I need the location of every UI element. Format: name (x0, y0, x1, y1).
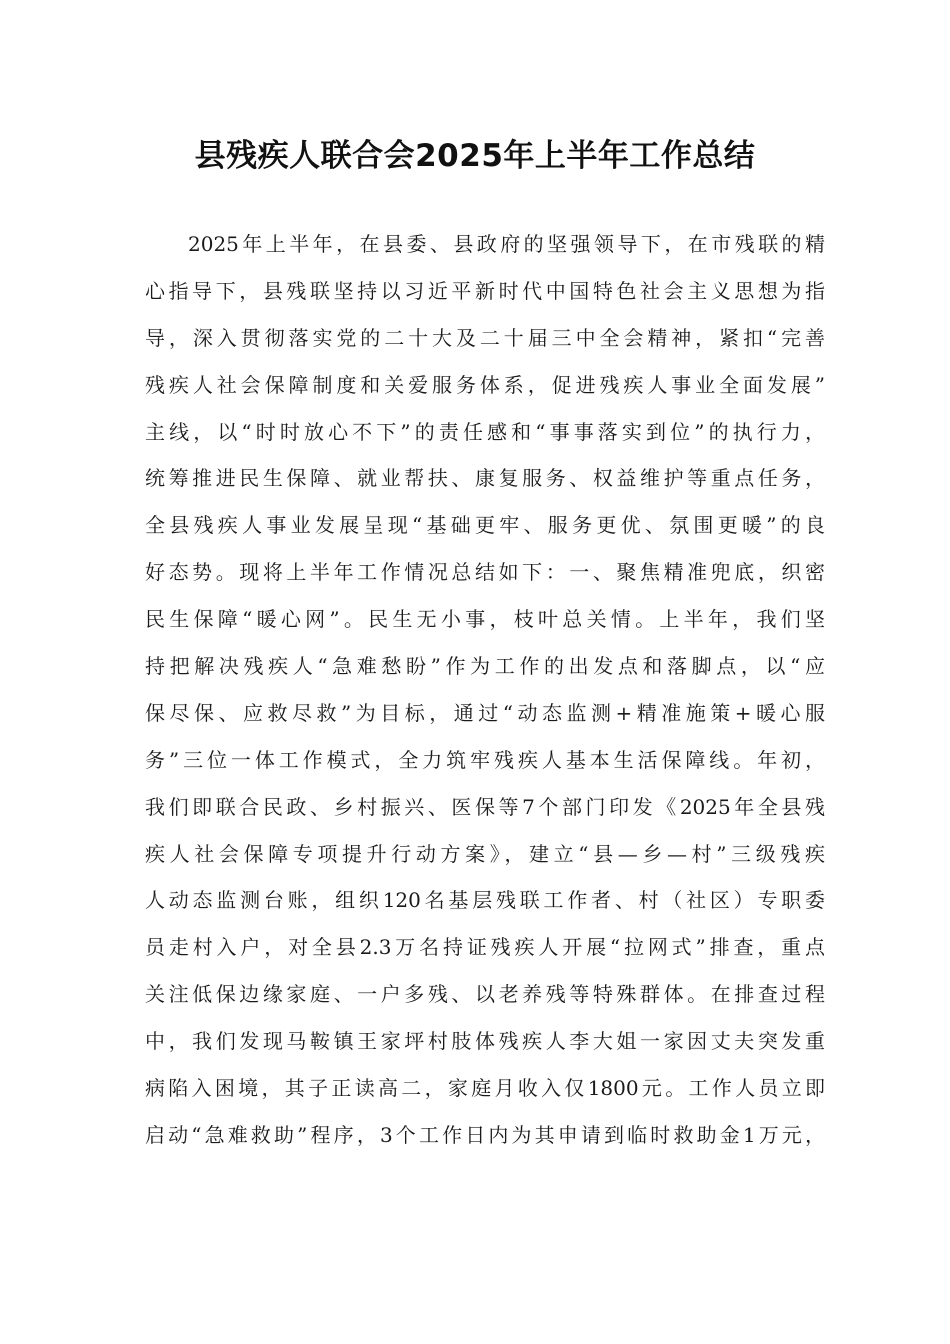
paragraph-line: 员走村入户，对全县2.3万名持证残疾人开展“拉网式”排查，重点 (145, 935, 825, 960)
paragraph-line: 民生保障“暖心网”。民生无小事，枝叶总关情。上半年，我们坚 (145, 607, 825, 632)
paragraph-line: 导，深入贯彻落实党的二十大及二十届三中全会精神，紧扣“完善 (145, 325, 825, 350)
paragraph-line: 务”三位一体工作模式，全力筑牢残疾人基本生活保障线。年初， (145, 747, 825, 772)
paragraph-line: 保尽保、应救尽救”为目标，通过“动态监测+精准施策+暖心服 (145, 700, 825, 725)
paragraph-line: 人动态监测台账，组织120名基层残联工作者、村（社区）专职委 (145, 888, 825, 913)
paragraph-line: 主线，以“时时放心不下”的责任感和“事事落实到位”的执行力， (145, 419, 825, 444)
document-title: 县残疾人联合会2025年上半年工作总结 (194, 138, 756, 174)
paragraph-line: 中，我们发现马鞍镇王家坪村肢体残疾人李大姐一家因丈夫突发重 (145, 1029, 825, 1054)
paragraph-line: 启动“急难救助”程序，3个工作日内为其申请到临时救助金1万元， (145, 1122, 825, 1147)
paragraph-line: 疾人社会保障专项提升行动方案》，建立“县—乡—村”三级残疾 (145, 841, 825, 866)
paragraph-line: 持把解决残疾人“急难愁盼”作为工作的出发点和落脚点，以“应 (145, 654, 825, 679)
paragraph-line: 关注低保边缘家庭、一户多残、以老养残等特殊群体。在排查过程 (145, 982, 825, 1007)
paragraph-line: 心指导下，县残联坚持以习近平新时代中国特色社会主义思想为指 (145, 278, 825, 303)
paragraph-line: 全县残疾人事业发展呈现“基础更牢、服务更优、氛围更暖”的良 (145, 513, 825, 538)
document-body (145, 232, 825, 1170)
paragraph-line: 我们即联合民政、乡村振兴、医保等7个部门印发《2025年全县残 (145, 794, 825, 819)
paragraph-line: 残疾人社会保障制度和关爱服务体系，促进残疾人事业全面发展” (145, 372, 825, 397)
paragraph-line: 病陷入困境，其子正读高二，家庭月收入仅1800元。工作人员立即 (145, 1076, 825, 1101)
paragraph-line: 2025年上半年，在县委、县政府的坚强领导下，在市残联的精 (188, 232, 825, 256)
paragraph-line: 统筹推进民生保障、就业帮扶、康复服务、权益维护等重点任务， (145, 466, 825, 491)
paragraph-line: 好态势。现将上半年工作情况总结如下：一、聚焦精准兜底，织密 (145, 560, 825, 585)
